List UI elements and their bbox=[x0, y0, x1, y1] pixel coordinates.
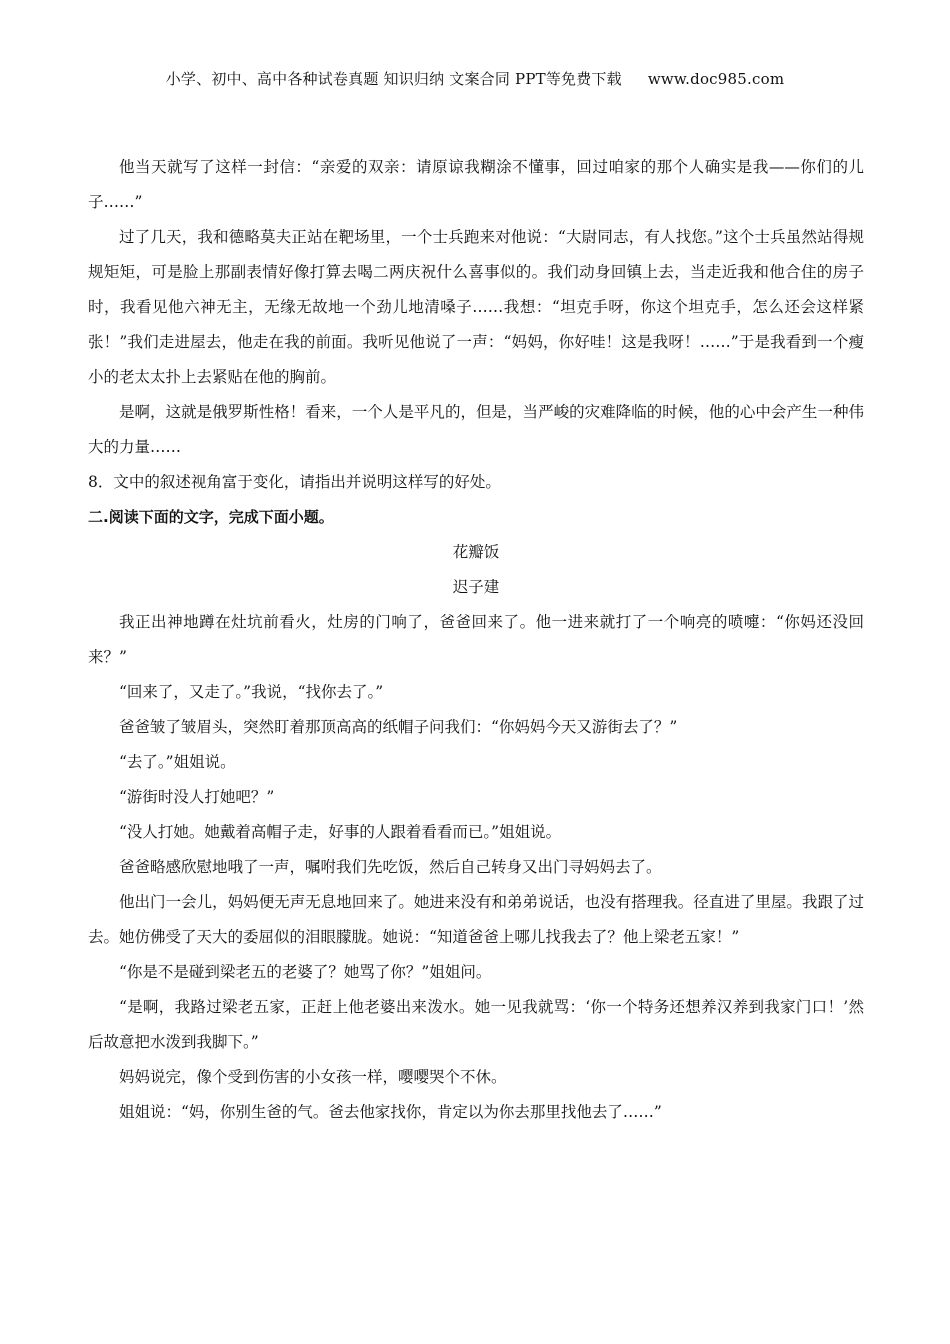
paragraph: “回来了，又走了。”我说，“找你去了。” bbox=[119, 683, 384, 701]
paragraph: 妈妈说完，像个受到伤害的小女孩一样，嘤嘤哭个不休。 bbox=[119, 1068, 507, 1086]
document-body bbox=[88, 150, 864, 1130]
paragraph: “是啊，我路过梁老五家，正赶上他老婆出来泼水。她一见我就骂：‘你一个特务还想养汉养到我家门口！’然后故意把水泼到我脚下。” bbox=[88, 998, 864, 1051]
paragraph: 他出门一会儿，妈妈便无声无息地回来了。她进来没有和弟弟说话，也没有搭理我。径直进了里屋。我跟了过去。她仿佛受了天大的委屈似的泪眼朦胧。她说：“知道爸爸上哪儿找我去了？他上梁老五家！” bbox=[88, 893, 864, 946]
page-header bbox=[0, 68, 950, 89]
question-8: 8．文中的叙述视角富于变化，请指出并说明这样写的好处。 bbox=[88, 473, 501, 491]
paragraph: “游街时没人打她吧？” bbox=[119, 788, 275, 806]
story-title: 花瓣饭 bbox=[452, 543, 500, 561]
story-author: 迟子建 bbox=[452, 578, 500, 596]
paragraph: “你是不是碰到梁老五的老婆了？她骂了你？”姐姐问。 bbox=[119, 963, 492, 981]
paragraph: 爸爸皱了皱眉头，突然盯着那顶高高的纸帽子问我们：“你妈妈今天又游街去了？” bbox=[119, 718, 678, 736]
paragraph: 是啊，这就是俄罗斯性格！看来，一个人是平凡的，但是，当严峻的灾难降临的时候，他的心中会产生一种伟大的力量…… bbox=[88, 403, 864, 456]
section-heading: 二.阅读下面的文字，完成下面小题。 bbox=[88, 508, 334, 526]
paragraph: 我正出神地蹲在灶坑前看火，灶房的门响了，爸爸回来了。他一进来就打了一个响亮的喷嚏：“你妈还没回来？” bbox=[88, 613, 864, 666]
header-site-link[interactable]: www.doc985.com bbox=[647, 70, 785, 88]
paragraph: 姐姐说：“妈，你别生爸的气。爸去他家找你，肯定以为你去那里找他去了……” bbox=[119, 1103, 662, 1121]
paragraph: “去了。”姐姐说。 bbox=[119, 753, 236, 771]
paragraph: 过了几天，我和德略莫夫正站在靶场里，一个士兵跑来对他说：“大尉同志，有人找您。”这个士兵虽然站得规规矩矩，可是脸上那副表情好像打算去喝二两庆祝什么喜事似的。我们动身回镇上去，当走近我和他合住的房子时，我看见他六神无主，无缘无故地一个劲儿地清嗓子……我想：“坦克手呀，你这个坦克手，怎么还会这样紧张！”我们走进屋去，他走在我的前面。我听见他说了一声：“妈妈，你好哇！这是我呀！……”于是我看到一个瘦小的老太太扑上去紧贴在他的胸前。 bbox=[88, 228, 864, 386]
paragraph: 他当天就写了这样一封信：“亲爱的双亲：请原谅我糊涂不懂事，回过咱家的那个人确实是我——你们的儿子……” bbox=[88, 158, 864, 211]
header-text: 小学、初中、高中各种试卷真题 知识归纳 文案合同 PPT等免费下载 bbox=[165, 70, 622, 88]
paragraph: “没人打她。她戴着高帽子走，好事的人跟着看看而已。”姐姐说。 bbox=[119, 823, 562, 841]
paragraph: 爸爸略感欣慰地哦了一声，嘱咐我们先吃饭，然后自己转身又出门寻妈妈去了。 bbox=[119, 858, 662, 876]
